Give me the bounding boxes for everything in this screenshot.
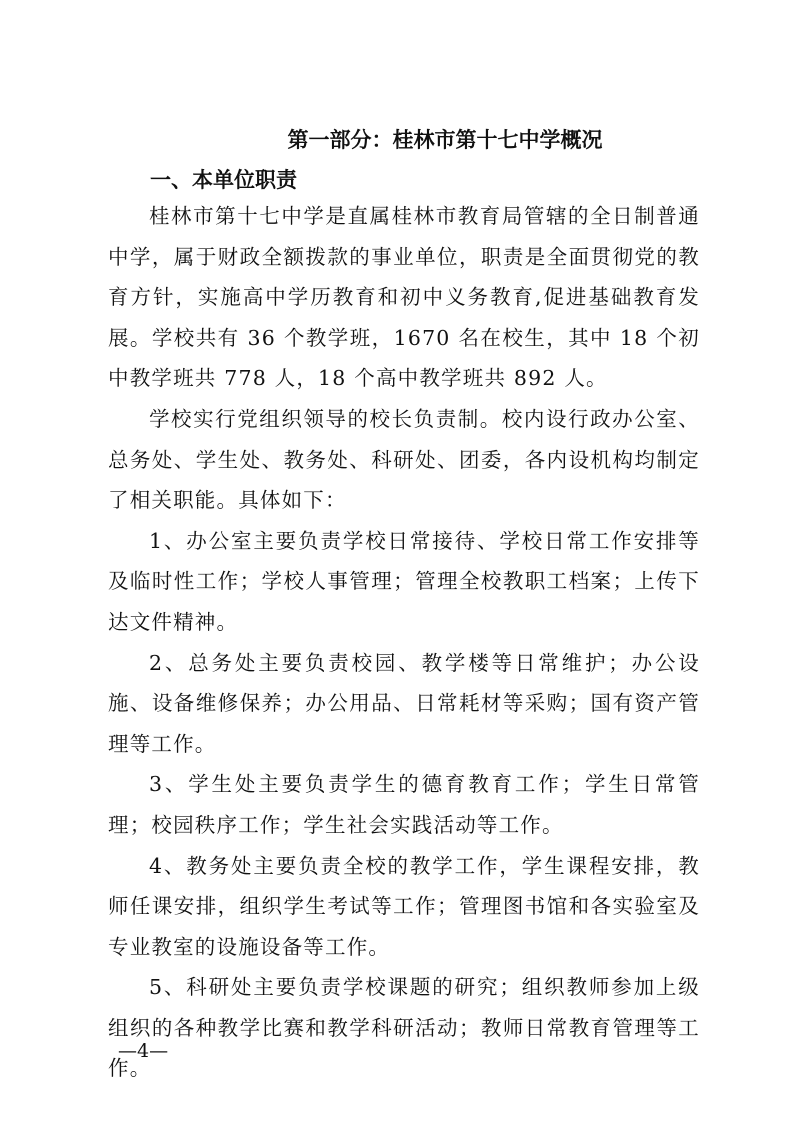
paragraph: 桂林市第十七中学是直属桂林市教育局管辖的全日制普通中学，属于财政全额拨款的事业单位，职责是全面贯彻党的教育方针，实施高中学历教育和初中义务教育,促进基础教育发展。学校共有 36 个教学班，1670 名在校生，其中 18 个初中教学班共 778 人，18 个高中教学班共 892 人。 — [108, 204, 700, 391]
paragraph: 4、教务处主要负责全校的教学工作，学生课程安排，教师任课安排，组织学生考试等工作；管理图书馆和各实验室及专业教室的设施设备等工作。 — [108, 853, 700, 959]
page-number: —4— — [118, 1040, 169, 1062]
section-heading: 一、本单位职责 — [150, 168, 297, 192]
body-text — [108, 196, 700, 1089]
page-title: 第一部分：桂林市第十七中学概况 — [287, 128, 603, 152]
paragraph: 2、总务处主要负责校园、教学楼等日常维护；办公设施、设备维修保养；办公用品、日常耗材等采购；国有资产管理等工作。 — [108, 650, 700, 756]
paragraph: 学校实行党组织领导的校长负责制。校内设行政办公室、总务处、学生处、教务处、科研处、团委，各内设机构均制定了相关职能。具体如下： — [108, 406, 700, 513]
paragraph: 1、办公室主要负责学校日常接待、学校日常工作安排等及临时性工作；学校人事管理；管理全校教职工档案；上传下达文件精神。 — [108, 528, 700, 634]
paragraph: 3、学生处主要负责学生的德育教育工作；学生日常管理；校园秩序工作；学生社会实践活动等工作。 — [108, 772, 700, 837]
paragraph: 5、科研处主要负责学校课题的研究；组织教师参加上级组织的各种教学比赛和教学科研活动；教师日常教育管理等工作。 — [108, 975, 700, 1081]
